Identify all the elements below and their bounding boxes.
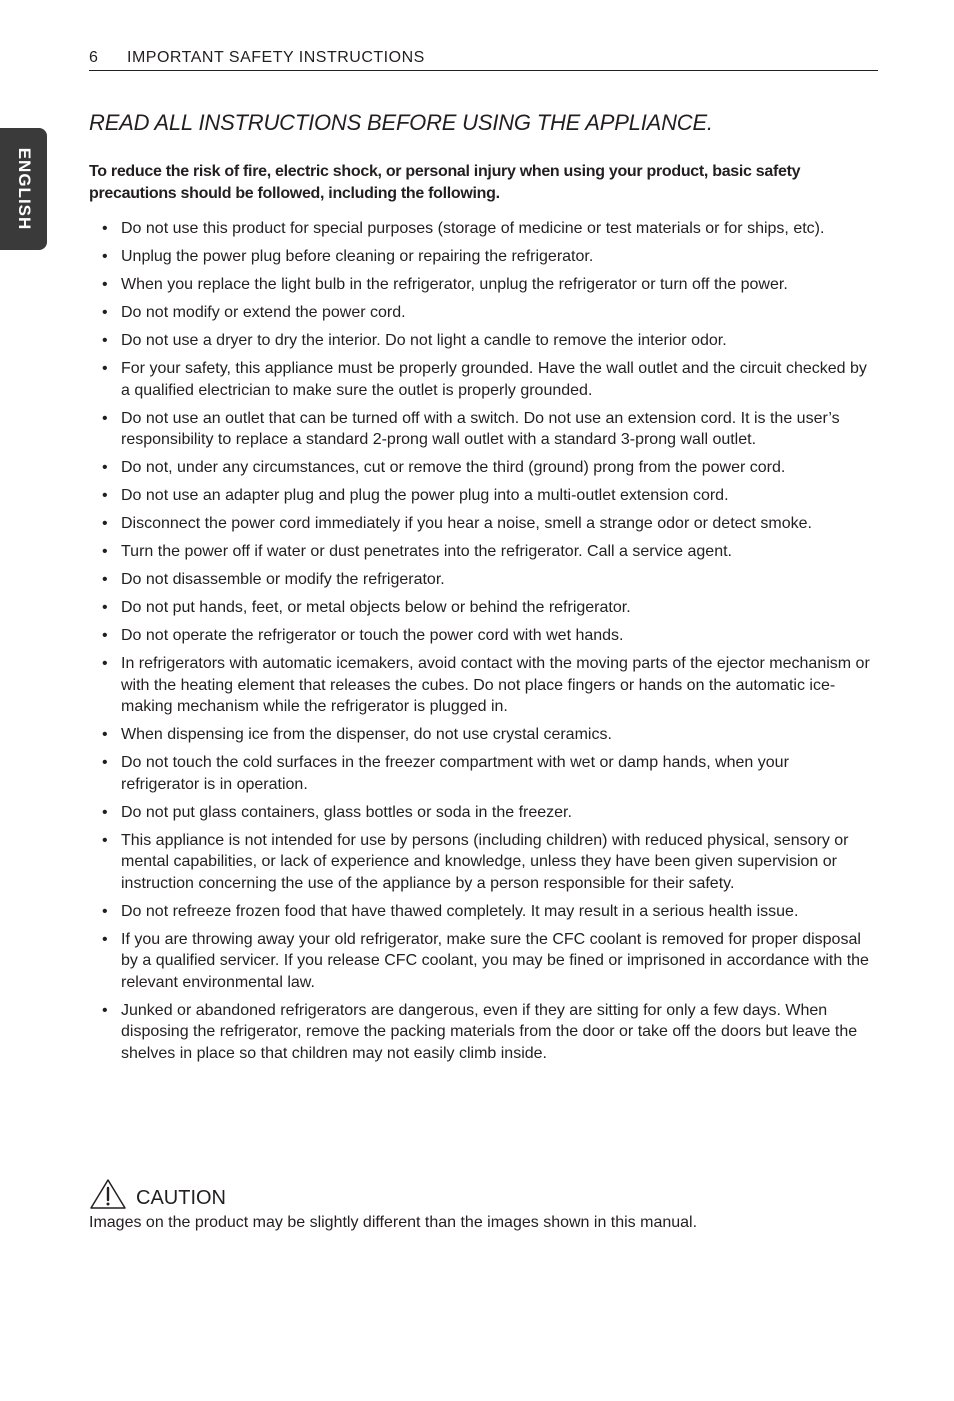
list-item: • Do not put glass containers, glass bottles or soda in the freezer. [100, 802, 870, 824]
list-item: • This appliance is not intended for use by persons (including children) with reduced physical, sensory or mental capabilities, or lack of experience and knowledge, unless they have been given supervision or instruction concerning the use of the appliance by a person responsible for their safety. [100, 830, 870, 895]
list-item: • Do not put hands, feet, or metal objects below or behind the refrigerator. [100, 597, 870, 619]
safety-instructions-list [100, 218, 870, 1071]
list-item: • Do not touch the cold surfaces in the freezer compartment with wet or damp hands, when your refrigerator is in operation. [100, 752, 870, 795]
list-item: • When you replace the light bulb in the refrigerator, unplug the refrigerator or turn off the power. [100, 274, 870, 296]
list-item: • Do not use this product for special purposes (storage of medicine or test materials or for ships, etc). [100, 218, 870, 240]
caution-heading [89, 1178, 226, 1210]
warning-triangle-icon [89, 1178, 127, 1210]
list-item: • Do not, under any circumstances, cut or remove the third (ground) prong from the power cord. [100, 457, 870, 479]
list-item: • Do not use an outlet that can be turned off with a switch. Do not use an extension cord. It is the user’s responsibility to replace a standard 2-prong wall outlet with a standard 3-prong wall outlet. [100, 408, 870, 451]
list-item: • Do not modify or extend the power cord. [100, 302, 870, 324]
list-item: • If you are throwing away your old refrigerator, make sure the CFC coolant is removed for proper disposal by a qualified servicer. If you release CFC coolant, you may be fined or imprisoned in accordance with the relevant environmental law. [100, 929, 870, 994]
list-item: • Do not use an adapter plug and plug the power plug into a multi-outlet extension cord. [100, 485, 870, 507]
page-title: READ ALL INSTRUCTIONS BEFORE USING THE APPLIANCE. [89, 110, 713, 135]
list-item: • For your safety, this appliance must be properly grounded. Have the wall outlet and the circuit checked by a qualified electrician to make sure the outlet is properly grounded. [100, 358, 870, 401]
page-header [89, 48, 878, 71]
list-item: • Do not disassemble or modify the refrigerator. [100, 569, 870, 591]
list-item: • Turn the power off if water or dust penetrates into the refrigerator. Call a service agent. [100, 541, 870, 563]
list-item: • When dispensing ice from the dispenser, do not use crystal ceramics. [100, 724, 870, 746]
list-item: • In refrigerators with automatic icemakers, avoid contact with the moving parts of the ejector mechanism or with the heating element that releases the cubes. Do not place fingers or hands on the automatic ice-making mechanism while the refrigerator is plugged in. [100, 653, 870, 718]
language-tab-label: ENGLISH [14, 147, 34, 231]
caution-label: CAUTION [136, 1187, 226, 1209]
language-tab [0, 128, 47, 250]
caution-text: Images on the product may be slightly different than the images shown in this manual. [89, 1214, 698, 1231]
list-item: • Disconnect the power cord immediately if you hear a noise, smell a strange odor or detect smoke. [100, 513, 870, 535]
list-item: • Unplug the power plug before cleaning or repairing the refrigerator. [100, 246, 870, 268]
page-number: 6 [89, 49, 98, 66]
list-item: • Do not use a dryer to dry the interior. Do not light a candle to remove the interior odor. [100, 330, 870, 352]
list-item: • Junked or abandoned refrigerators are dangerous, even if they are sitting for only a few days. When disposing the refrigerator, remove the packing materials from the door or take off the doors but leave the shelves in place so that children may not easily climb inside. [100, 1000, 870, 1065]
intro-paragraph: To reduce the risk of fire, electric shock, or personal injury when using your product, basic safety precautions should be followed, including the following. [89, 163, 801, 202]
list-item: • Do not refreeze frozen food that have thawed completely. It may result in a serious health issue. [100, 901, 870, 923]
list-item: • Do not operate the refrigerator or touch the power cord with wet hands. [100, 625, 870, 647]
section-title: IMPORTANT SAFETY INSTRUCTIONS [127, 49, 425, 66]
